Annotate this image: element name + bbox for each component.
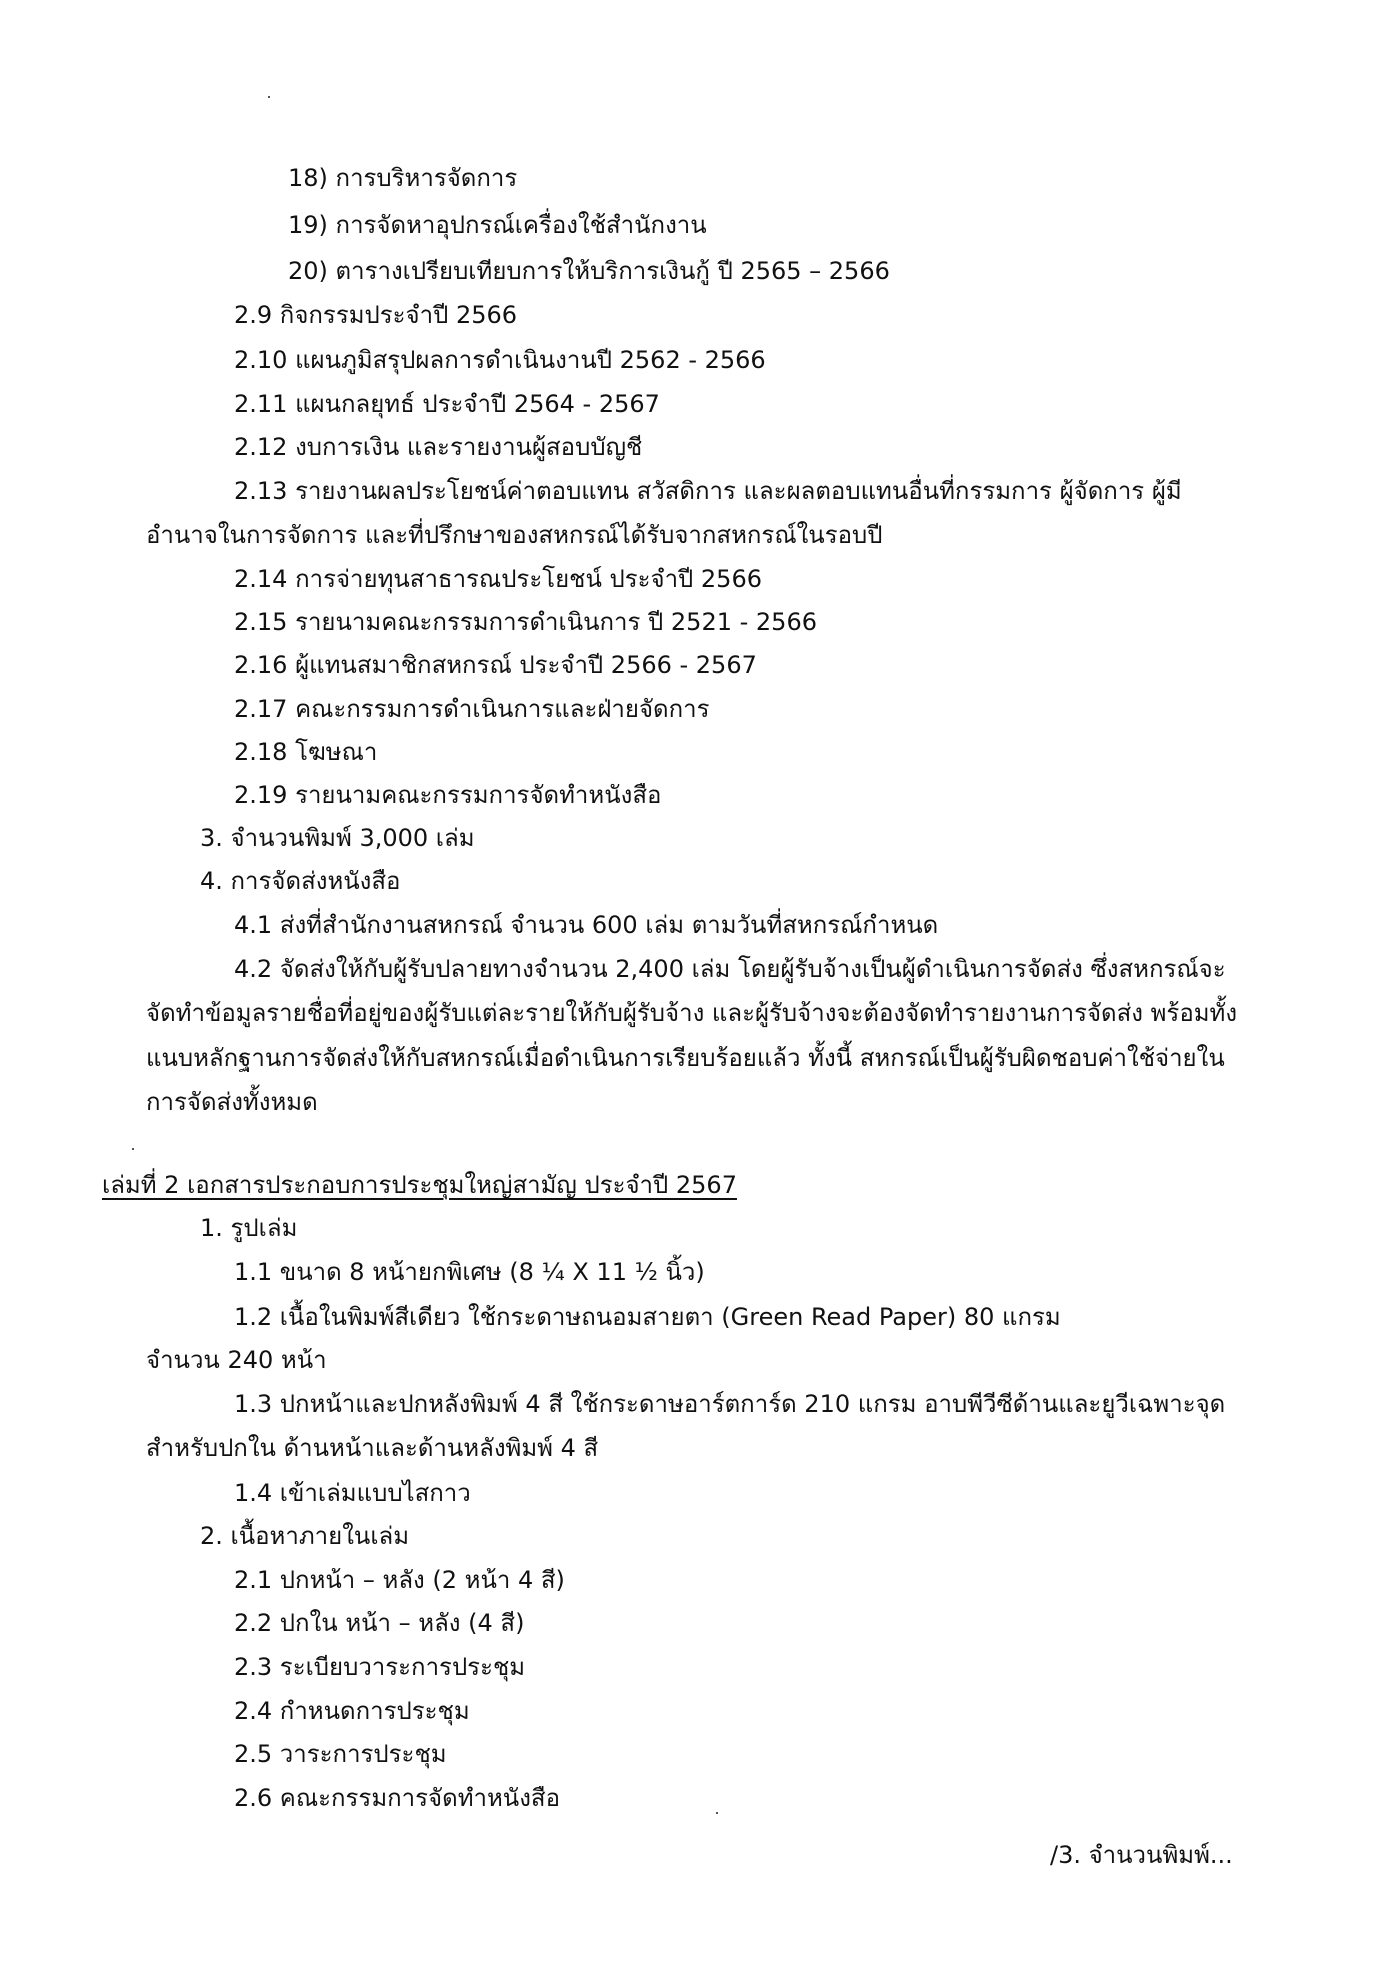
list-item: 19) การจัดหาอุปกรณ์เครื่องใช้สำนักงาน [288, 211, 707, 239]
paragraph-line: การจัดส่งทั้งหมด [146, 1088, 318, 1116]
format-title: 1. รูปเล่ม [200, 1214, 298, 1242]
paragraph-line: แนบหลักฐานการจัดส่งให้กับสหกรณ์เมื่อดำเนินการเรียบร้อยแล้ว ทั้งนี้ สหกรณ์เป็นผู้รับผิดชอบค่าใช้จ่ายใน [146, 1044, 1225, 1072]
list-item: 2.6 คณะกรรมการจัดทำหนังสือ [234, 1784, 560, 1812]
list-item: 2.16 ผู้แทนสมาชิกสหกรณ์ ประจำปี 2566 - 2567 [234, 651, 757, 679]
list-item: 1.3 ปกหน้าและปกหลังพิมพ์ 4 สี ใช้กระดาษอาร์ตการ์ด 210 แกรม อาบพีวีซีด้านและยูวีเฉพาะจุด [234, 1390, 1226, 1418]
section-heading: เล่มที่ 2 เอกสารประกอบการประชุมใหญ่สามัญ ประจำปี 2567 [102, 1171, 737, 1199]
scan-speck [132, 1148, 134, 1150]
list-item: 2.10 แผนภูมิสรุปผลการดำเนินงานปี 2562 - 2566 [234, 346, 766, 374]
delivery-title: 4. การจัดส่งหนังสือ [200, 867, 401, 895]
list-item: 1.1 ขนาด 8 หน้ายกพิเศษ (8 ¼ X 11 ½ นิ้ว) [234, 1258, 705, 1286]
list-item: 1.4 เข้าเล่มแบบไสกาว [234, 1479, 471, 1507]
content-title: 2. เนื้อหาภายในเล่ม [200, 1522, 410, 1550]
paragraph-line: จัดทำข้อมูลรายชื่อที่อยู่ของผู้รับแต่ละรายให้กับผู้รับจ้าง และผู้รับจ้างจะต้องจัดทำรายงานการจัดส่ง พร้อมทั้ง [146, 999, 1238, 1027]
list-item: 2.15 รายนามคณะกรรมการดำเนินการ ปี 2521 - 2566 [234, 608, 817, 636]
list-item: 2.14 การจ่ายทุนสาธารณประโยชน์ ประจำปี 2566 [234, 565, 762, 593]
list-item: 2.13 รายงานผลประโยชน์ค่าตอบแทน สวัสดิการ และผลตอบแทนอื่นที่กรรมการ ผู้จัดการ ผู้มี [234, 477, 1182, 505]
list-item-continuation: สำหรับปกใน ด้านหน้าและด้านหลังพิมพ์ 4 สี [146, 1434, 599, 1462]
page-continuation-note: /3. จำนวนพิมพ์... [1050, 1841, 1233, 1869]
list-item: 20) ตารางเปรียบเทียบการให้บริการเงินกู้ ปี 2565 – 2566 [288, 257, 890, 285]
list-item: 2.2 ปกใน หน้า – หลัง (4 สี) [234, 1609, 525, 1637]
list-item-continuation: จำนวน 240 หน้า [146, 1346, 327, 1374]
paragraph-line: 4.2 จัดส่งให้กับผู้รับปลายทางจำนวน 2,400 เล่ม โดยผู้รับจ้างเป็นผู้ดำเนินการจัดส่ง ซึ่งสหกรณ์จะ [234, 955, 1226, 983]
list-item: 1.2 เนื้อในพิมพ์สีเดียว ใช้กระดาษถนอมสายตา (Green Read Paper) 80 แกรม [234, 1303, 1061, 1331]
list-item: 2.11 แผนกลยุทธ์ ประจำปี 2564 - 2567 [234, 390, 660, 418]
list-item: 2.17 คณะกรรมการดำเนินการและฝ่ายจัดการ [234, 695, 710, 723]
list-item: 2.1 ปกหน้า – หลัง (2 หน้า 4 สี) [234, 1566, 565, 1594]
list-item: 2.9 กิจกรรมประจำปี 2566 [234, 301, 518, 329]
list-item: 2.19 รายนามคณะกรรมการจัดทำหนังสือ [234, 781, 662, 809]
list-item: 2.3 ระเบียบวาระการประชุม [234, 1653, 526, 1681]
list-item: 2.5 วาระการประชุม [234, 1740, 447, 1768]
list-item: 2.12 งบการเงิน และรายงานผู้สอบบัญชี [234, 433, 643, 461]
list-item-continuation: อำนาจในการจัดการ และที่ปรึกษาของสหกรณ์ได้รับจากสหกรณ์ในรอบปี [146, 521, 883, 549]
scan-speck [716, 1812, 718, 1814]
print-count: 3. จำนวนพิมพ์ 3,000 เล่ม [200, 824, 475, 852]
list-item: 2.18 โฆษณา [234, 738, 378, 766]
list-item: 4.1 ส่งที่สำนักงานสหกรณ์ จำนวน 600 เล่ม ตามวันที่สหกรณ์กำหนด [234, 911, 939, 939]
list-item: 18) การบริหารจัดการ [288, 164, 518, 192]
list-item: 2.4 กำหนดการประชุม [234, 1697, 470, 1725]
scan-speck [268, 96, 270, 98]
